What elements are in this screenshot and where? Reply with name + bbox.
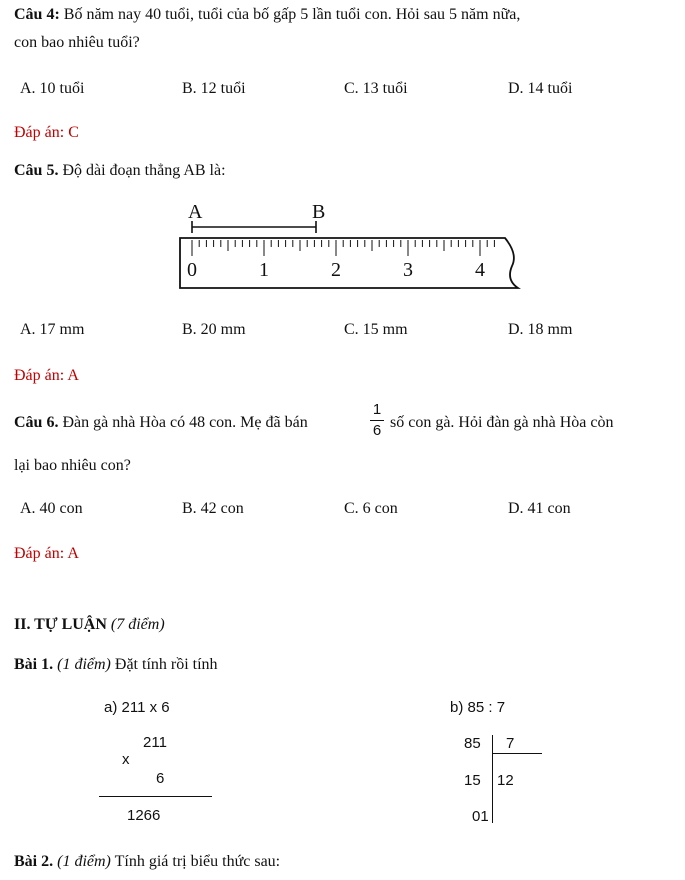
- ruler-number-0: 0: [187, 259, 197, 281]
- q5-option-b: B. 20 mm: [182, 321, 246, 338]
- division-dividend: 85: [464, 735, 481, 752]
- division-divisor: 7: [506, 735, 515, 752]
- fraction-bar: [370, 420, 384, 421]
- part-2-heading: [14, 616, 165, 634]
- q5-answer: Đáp án: A: [14, 367, 79, 384]
- question-6-label: Câu 6.: [14, 414, 59, 431]
- question-6-text: Đàn gà nhà Hòa có 48 con. Mẹ đã bán: [58, 414, 308, 431]
- fraction-numerator: 1: [372, 401, 382, 418]
- exercise-2-label: Bài 2.: [14, 853, 54, 870]
- division-remainder-2: 01: [472, 808, 489, 825]
- division-vertical-line: [492, 735, 493, 823]
- mult-result-line: [99, 796, 212, 797]
- exercise-1a-label: a) 211 x 6: [104, 699, 170, 716]
- q5-option-c: C. 15 mm: [344, 321, 408, 338]
- ruler-figure: [170, 196, 530, 296]
- mult-sign: x: [122, 751, 130, 768]
- exercise-1-points: (1 điểm): [57, 656, 111, 673]
- q5-option-a: A. 17 mm: [20, 321, 85, 338]
- question-5: [14, 162, 226, 180]
- ruler-body: [180, 238, 518, 288]
- question-6-text-after: số con gà. Hỏi đàn gà nhà Hòa còn: [390, 414, 614, 431]
- question-4: [14, 6, 520, 24]
- mult-top-operand: 211: [143, 734, 167, 751]
- ruler-number-3: 3: [403, 259, 413, 281]
- part-2-points: (7 điểm): [110, 616, 165, 633]
- exercise-1-text: Đặt tính rồi tính: [110, 656, 218, 673]
- question-4-text: Bố năm nay 40 tuổi, tuổi của bố gấp 5 lần tuổi con. Hỏi sau 5 năm nữa,: [59, 6, 521, 23]
- q4-option-a: A. 10 tuổi: [20, 80, 85, 97]
- division-remainder-1: 15: [464, 772, 481, 789]
- fraction-one-sixth: [370, 401, 384, 440]
- exercise-2-text: Tính giá trị biểu thức sau:: [110, 853, 281, 870]
- division-horizontal-line: [492, 753, 542, 754]
- q4-option-c: C. 13 tuổi: [344, 80, 408, 97]
- point-b-label: B: [312, 201, 326, 223]
- part-2-title: II. TỰ LUẬN: [14, 616, 107, 633]
- exercise-2: [14, 853, 280, 871]
- q6-option-b: B. 42 con: [182, 500, 244, 517]
- ruler-number-2: 2: [331, 259, 341, 281]
- question-6: [14, 414, 308, 432]
- q5-option-d: D. 18 mm: [508, 321, 573, 338]
- exercise-1b-label: b) 85 : 7: [450, 699, 506, 716]
- fraction-denominator: 6: [372, 422, 382, 439]
- mult-result: 1266: [127, 807, 161, 824]
- question-5-text: Độ dài đoạn thẳng AB là:: [58, 162, 226, 179]
- q6-option-d: D. 41 con: [508, 500, 571, 517]
- q4-answer: Đáp án: C: [14, 124, 79, 141]
- question-4-text-line2: con bao nhiêu tuổi?: [14, 34, 140, 51]
- exercise-1: [14, 656, 218, 674]
- q6-option-c: C. 6 con: [344, 500, 398, 517]
- point-a-label: A: [188, 201, 203, 223]
- ruler-number-4: 4: [475, 259, 485, 281]
- question-6-text-line2: lại bao nhiêu con?: [14, 457, 131, 474]
- question-5-label: Câu 5.: [14, 162, 59, 179]
- mult-bottom-operand: 6: [156, 770, 165, 787]
- q4-option-d: D. 14 tuổi: [508, 80, 573, 97]
- q4-option-b: B. 12 tuổi: [182, 80, 246, 97]
- exercise-1-label: Bài 1.: [14, 656, 54, 673]
- division-quotient: 12: [497, 772, 514, 789]
- ruler-number-1: 1: [259, 259, 269, 281]
- exercise-2-points: (1 điểm): [57, 853, 111, 870]
- q6-option-a: A. 40 con: [20, 500, 83, 517]
- q6-answer: Đáp án: A: [14, 545, 79, 562]
- question-4-label: Câu 4:: [14, 6, 60, 23]
